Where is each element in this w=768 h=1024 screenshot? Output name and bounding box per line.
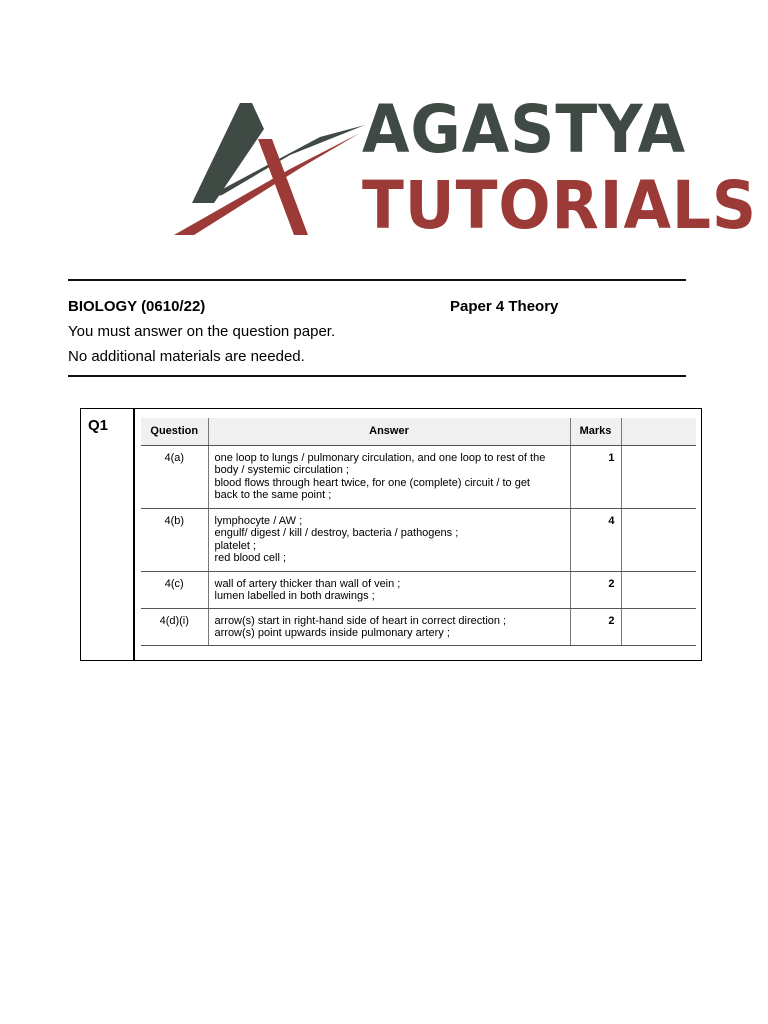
column-header-question: Question [141, 418, 208, 445]
header-top-rule [68, 279, 686, 281]
question-box-divider [133, 409, 135, 660]
question-number: 4(d)(i) [141, 608, 208, 645]
answer-cell [208, 571, 570, 608]
answer-line: body / systemic circulation ; [214, 464, 349, 477]
agastya-tutorials-logo [170, 91, 758, 245]
column-header-marks: Marks [570, 418, 621, 445]
header-bottom-rule [68, 375, 686, 377]
table-header-row [141, 418, 696, 445]
paper-title: Paper 4 Theory [450, 298, 559, 315]
answer-line: one loop to lungs / pulmonary circulation, and one loop to rest of the [214, 451, 546, 464]
table-row [141, 445, 696, 508]
answer-line: wall of artery thicker than wall of vein ; [214, 577, 401, 590]
table-row [141, 508, 696, 571]
answer-line: arrow(s) point upwards inside pulmonary artery ; [214, 627, 450, 640]
blank-cell [621, 508, 696, 571]
answer-cell [208, 445, 570, 508]
marking-scheme-table [141, 418, 696, 646]
marks-value: 1 [570, 445, 621, 508]
logo-wordmark-tutorials: TUTORIALS [362, 167, 758, 244]
marks-value: 2 [570, 571, 621, 608]
question-number: 4(a) [141, 445, 208, 508]
question-number: 4(b) [141, 508, 208, 571]
answer-line: back to the same point ; [214, 489, 332, 502]
answer-line: arrow(s) start in right-hand side of heart in correct direction ; [214, 614, 507, 627]
question-label: Q1 [88, 417, 109, 434]
answer-line: blood flows through heart twice, for one (complete) circuit / to get [214, 476, 530, 489]
column-header-answer: Answer [208, 418, 570, 445]
blank-cell [621, 571, 696, 608]
table-row [141, 608, 696, 645]
marks-value: 2 [570, 608, 621, 645]
blank-cell [621, 445, 696, 508]
instruction-answer-on-paper: You must answer on the question paper. [68, 323, 336, 340]
blank-cell [621, 608, 696, 645]
instruction-no-materials: No additional materials are needed. [68, 348, 305, 365]
answer-line: red blood cell ; [214, 552, 287, 565]
marks-value: 4 [570, 508, 621, 571]
answer-line: platelet ; [214, 539, 257, 552]
subject-code: BIOLOGY (0610/22) [68, 298, 206, 315]
answer-line: lumen labelled in both drawings ; [214, 590, 375, 603]
question-number: 4(c) [141, 571, 208, 608]
answer-line: lymphocyte / AW ; [214, 514, 303, 527]
logo-a-mark-icon [170, 95, 365, 240]
column-header-blank [621, 418, 696, 445]
answer-cell [208, 608, 570, 645]
answer-cell [208, 508, 570, 571]
logo-wordmark-agastya: AGASTYA [362, 91, 687, 168]
table-row [141, 571, 696, 608]
answer-line: engulf/ digest / kill / destroy, bacteria / pathogens ; [214, 527, 459, 540]
